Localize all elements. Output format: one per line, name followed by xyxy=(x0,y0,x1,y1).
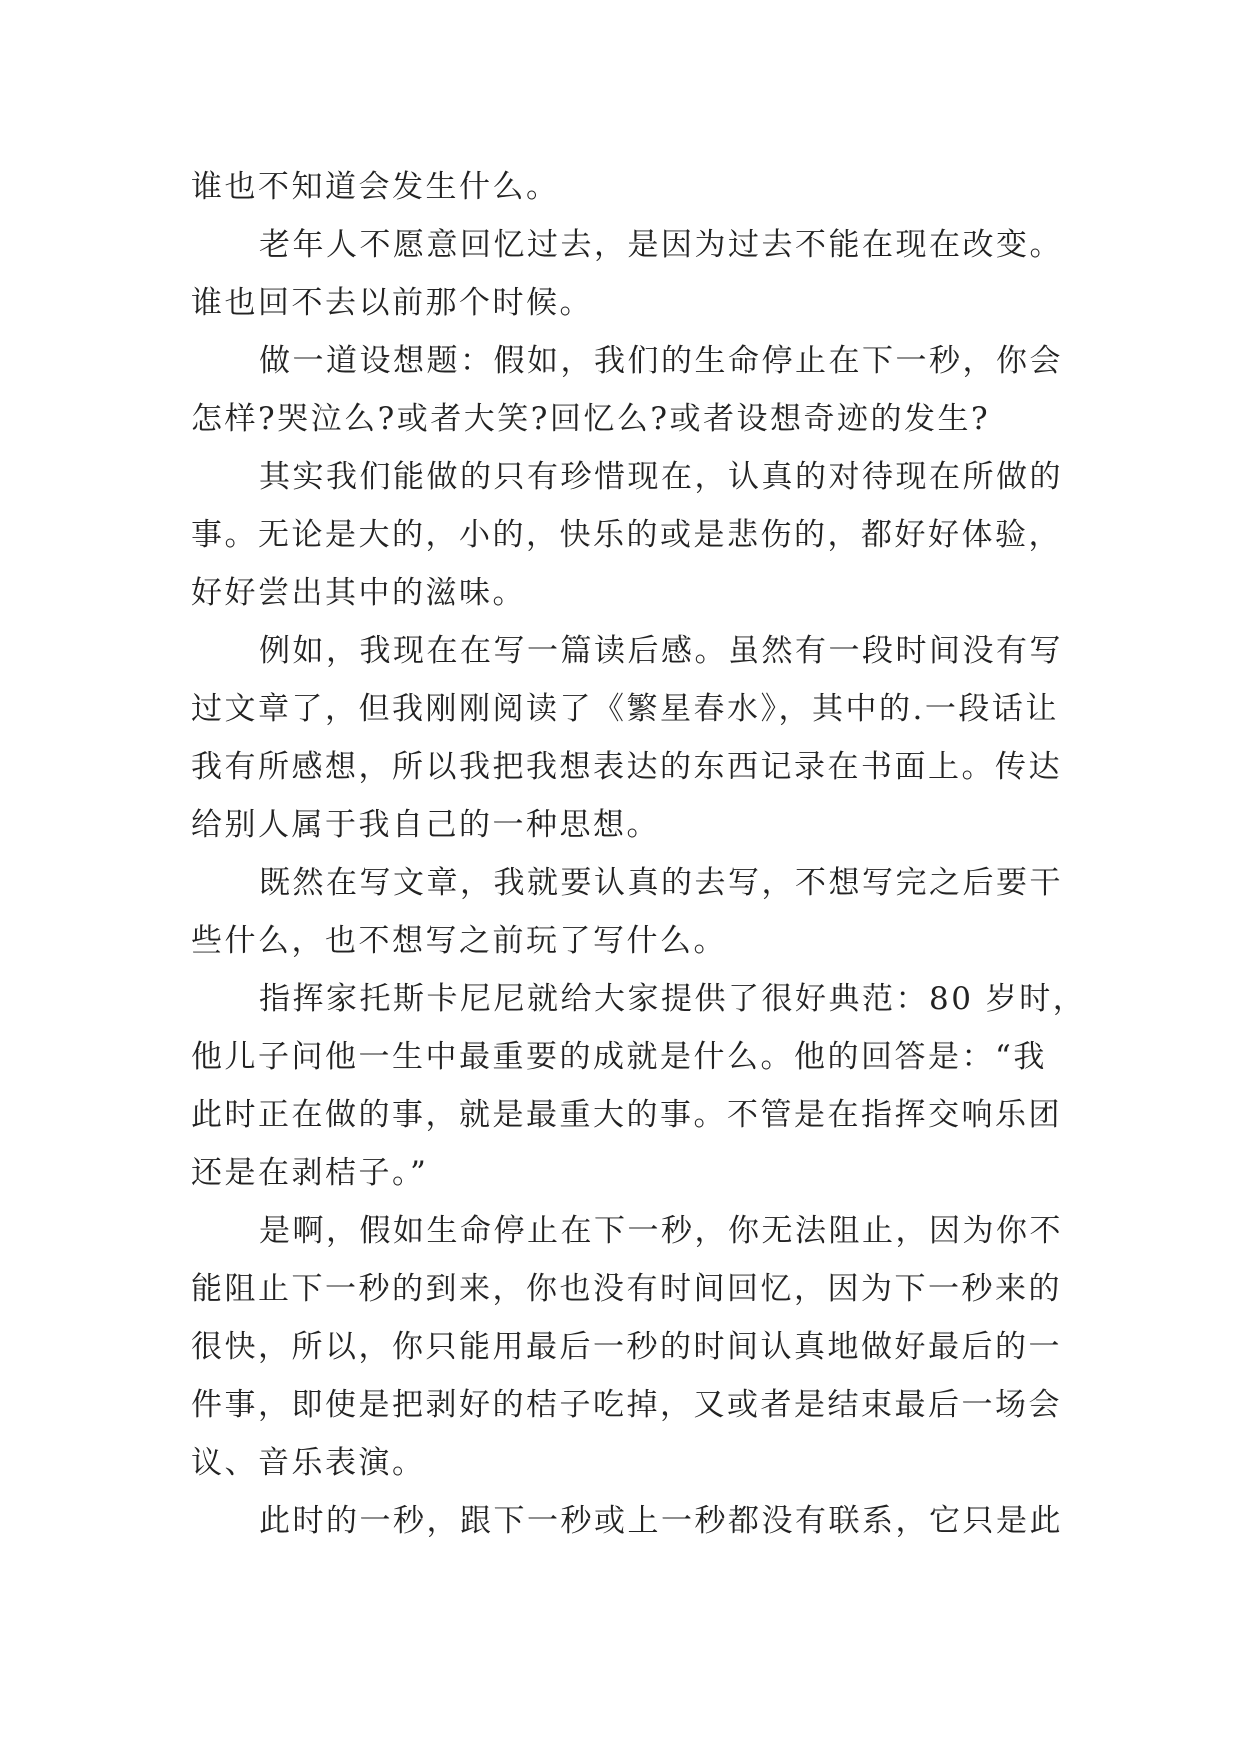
text-line: 其实我们能做的只有珍惜现在，认真的对待现在所做的 xyxy=(259,459,1063,495)
text-line: 怎样?哭泣么?或者大笑?回忆么?或者设想奇迹的发生? xyxy=(191,401,991,437)
text-line: 既然在写文章，我就要认真的去写，不想写完之后要干 xyxy=(259,865,1063,901)
text-line: 此时的一秒，跟下一秒或上一秒都没有联系，它只是此 xyxy=(259,1503,1063,1539)
text-line: 此时正在做的事，就是最重大的事。不管是在指挥交响乐团 xyxy=(191,1097,1062,1133)
text-line: 他儿子问他一生中最重要的成就是什么。他的回答是：“我 xyxy=(191,1039,1047,1075)
text-line: 是啊，假如生命停止在下一秒，你无法阻止，因为你不 xyxy=(259,1213,1063,1249)
text-line: 我有所感想，所以我把我想表达的东西记录在书面上。传达 xyxy=(191,749,1062,785)
text-line: 件事，即使是把剥好的桔子吃掉，又或者是结束最后一场会 xyxy=(191,1387,1062,1423)
text-line: 很快，所以，你只能用最后一秒的时间认真地做好最后的一 xyxy=(191,1329,1062,1365)
text-line: 些什么，也不想写之前玩了写什么。 xyxy=(191,923,727,959)
text-line: 事。无论是大的，小的，快乐的或是悲伤的，都好好体验， xyxy=(191,517,1062,553)
text-line: 指挥家托斯卡尼尼就给大家提供了很好典范：80 岁时， xyxy=(259,981,1087,1017)
text-line: 老年人不愿意回忆过去，是因为过去不能在现在改变。 xyxy=(259,227,1063,263)
text-line: 谁也回不去以前那个时候。 xyxy=(191,285,593,321)
text-line: 好好尝出其中的滋味。 xyxy=(191,575,526,611)
text-line: 例如，我现在在写一篇读后感。虽然有一段时间没有写 xyxy=(259,633,1063,669)
document-body xyxy=(191,158,1087,1550)
text-line: 给别人属于我自己的一种思想。 xyxy=(191,807,660,843)
text-line: 能阻止下一秒的到来，你也没有时间回忆，因为下一秒来的 xyxy=(191,1271,1062,1307)
text-line: 过文章了，但我刚刚阅读了《繁星春水》，其中的.一段话让 xyxy=(191,691,1059,727)
text-line: 还是在剥桔子。” xyxy=(191,1155,429,1191)
text-line: 谁也不知道会发生什么。 xyxy=(191,169,560,205)
text-line: 做一道设想题：假如，我们的生命停止在下一秒，你会 xyxy=(259,343,1063,379)
text-line: 议、音乐表演。 xyxy=(191,1445,426,1481)
